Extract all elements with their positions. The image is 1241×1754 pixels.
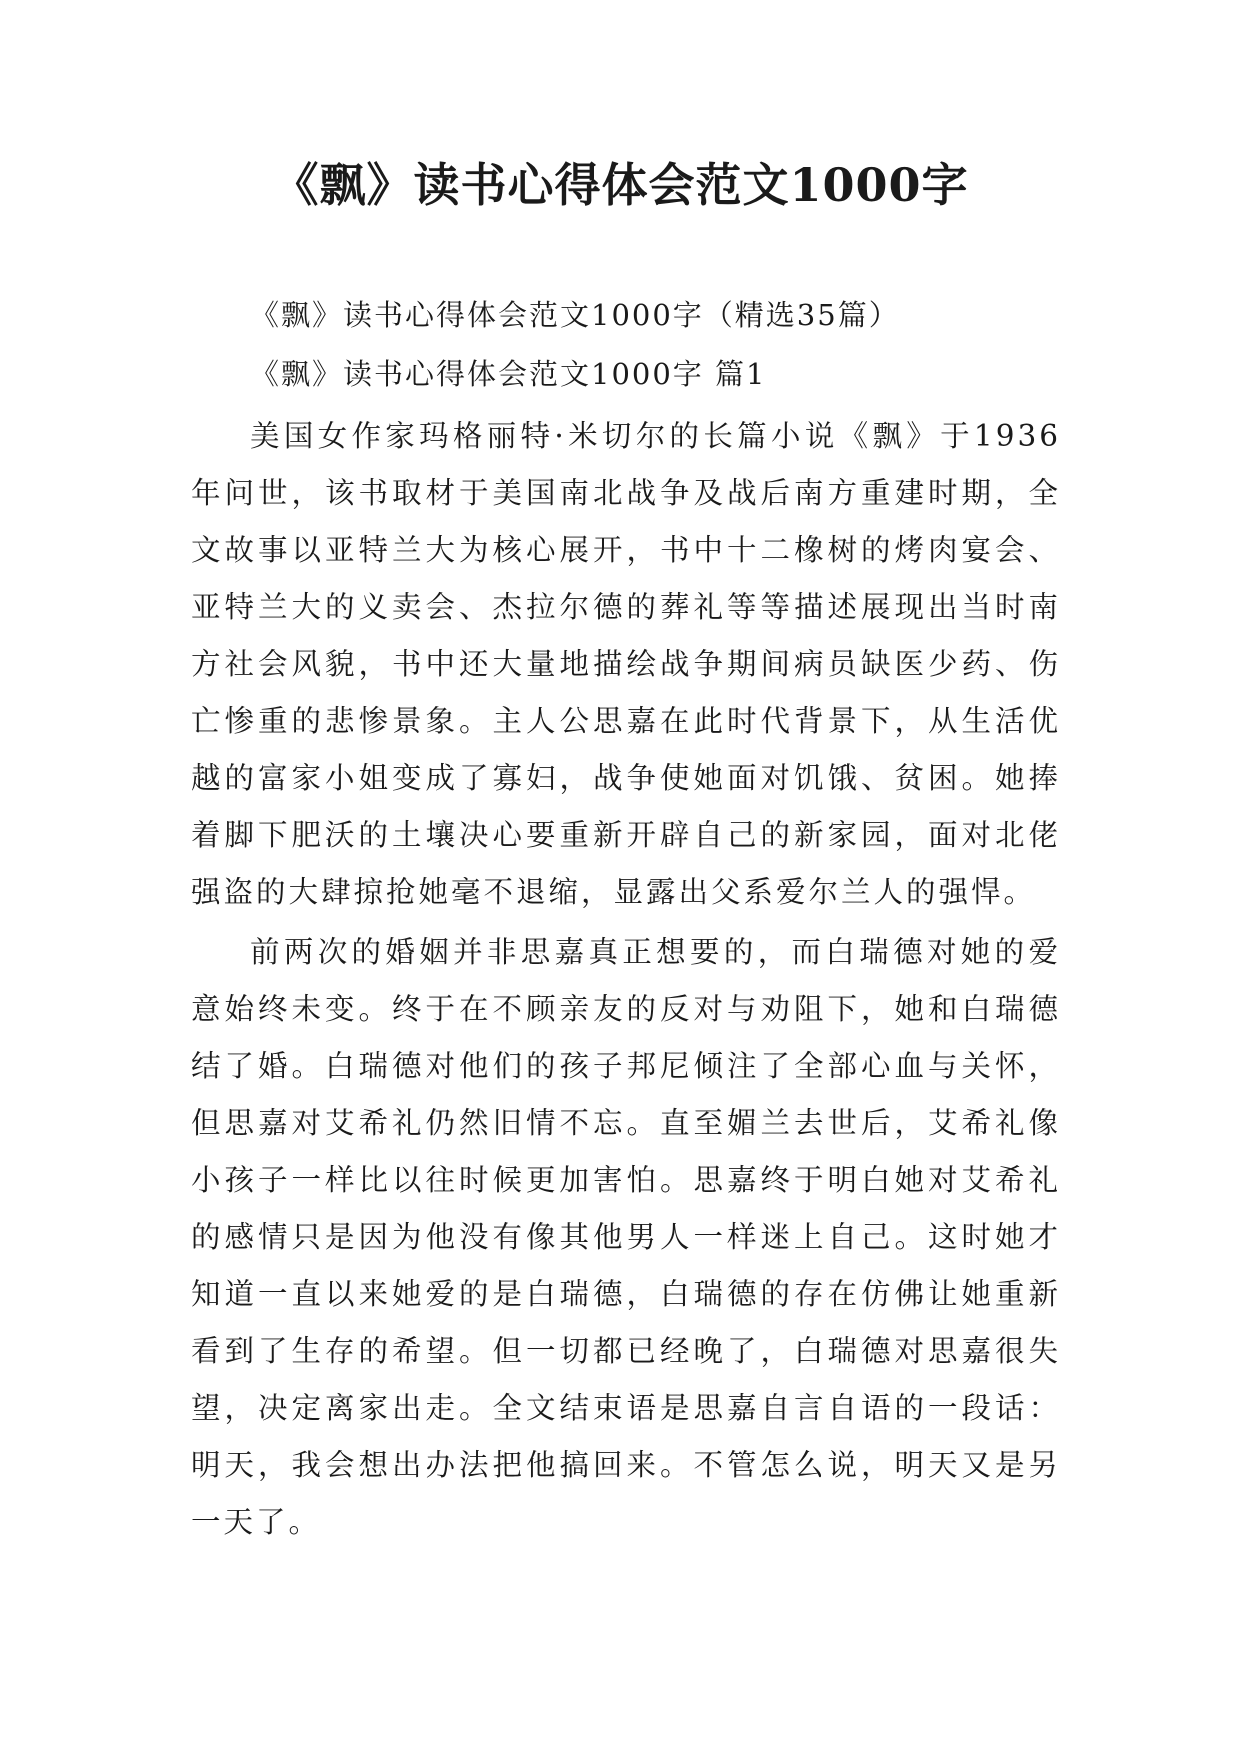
- document-subtitle: 《飘》读书心得体会范文1000字（精选35篇）: [250, 298, 900, 332]
- body-paragraph-container-1: [191, 408, 1061, 921]
- body-paragraph-container-2: [191, 924, 1061, 1551]
- body-paragraph: 美国女作家玛格丽特·米切尔的长篇小说《飘》于1936年问世，该书取材于美国南北战争及战后南方重建时期，全文故事以亚特兰大为核心展开，书中十二橡树的烤肉宴会、亚特兰大的义卖会、杰拉尔德的葬礼等等描述展现出当时南方社会风貌，书中还大量地描绘战争期间病员缺医少药、伤亡惨重的悲惨景象。主人公思嘉在此时代背景下，从生活优越的富家小姐变成了寡妇，战争使她面对饥饿、贫困。她捧着脚下肥沃的土壤决心要重新开辟自己的新家园，面对北佬强盗的大肆掠抢她毫不退缩，显露出父系爱尔兰人的强悍。: [191, 419, 1061, 909]
- document-title: 《飘》读书心得体会范文1000字: [272, 158, 969, 212]
- section-heading: 《飘》读书心得体会范文1000字 篇1: [250, 357, 767, 391]
- body-paragraph: 前两次的婚姻并非思嘉真正想要的，而白瑞德对她的爱意始终未变。终于在不顾亲友的反对与劝阻下，她和白瑞德结了婚。白瑞德对他们的孩子邦尼倾注了全部心血与关怀，但思嘉对艾希礼仍然旧情不忘。直至媚兰去世后，艾希礼像小孩子一样比以往时候更加害怕。思嘉终于明白她对艾希礼的感情只是因为他没有像其他男人一样迷上自己。这时她才知道一直以来她爱的是白瑞德，白瑞德的存在仿佛让她重新看到了生存的希望。但一切都已经晚了，白瑞德对思嘉很失望，决定离家出走。全文结束语是思嘉自言自语的一段话：明天，我会想出办法把他搞回来。不管怎么说，明天又是另一天了。: [191, 935, 1061, 1539]
